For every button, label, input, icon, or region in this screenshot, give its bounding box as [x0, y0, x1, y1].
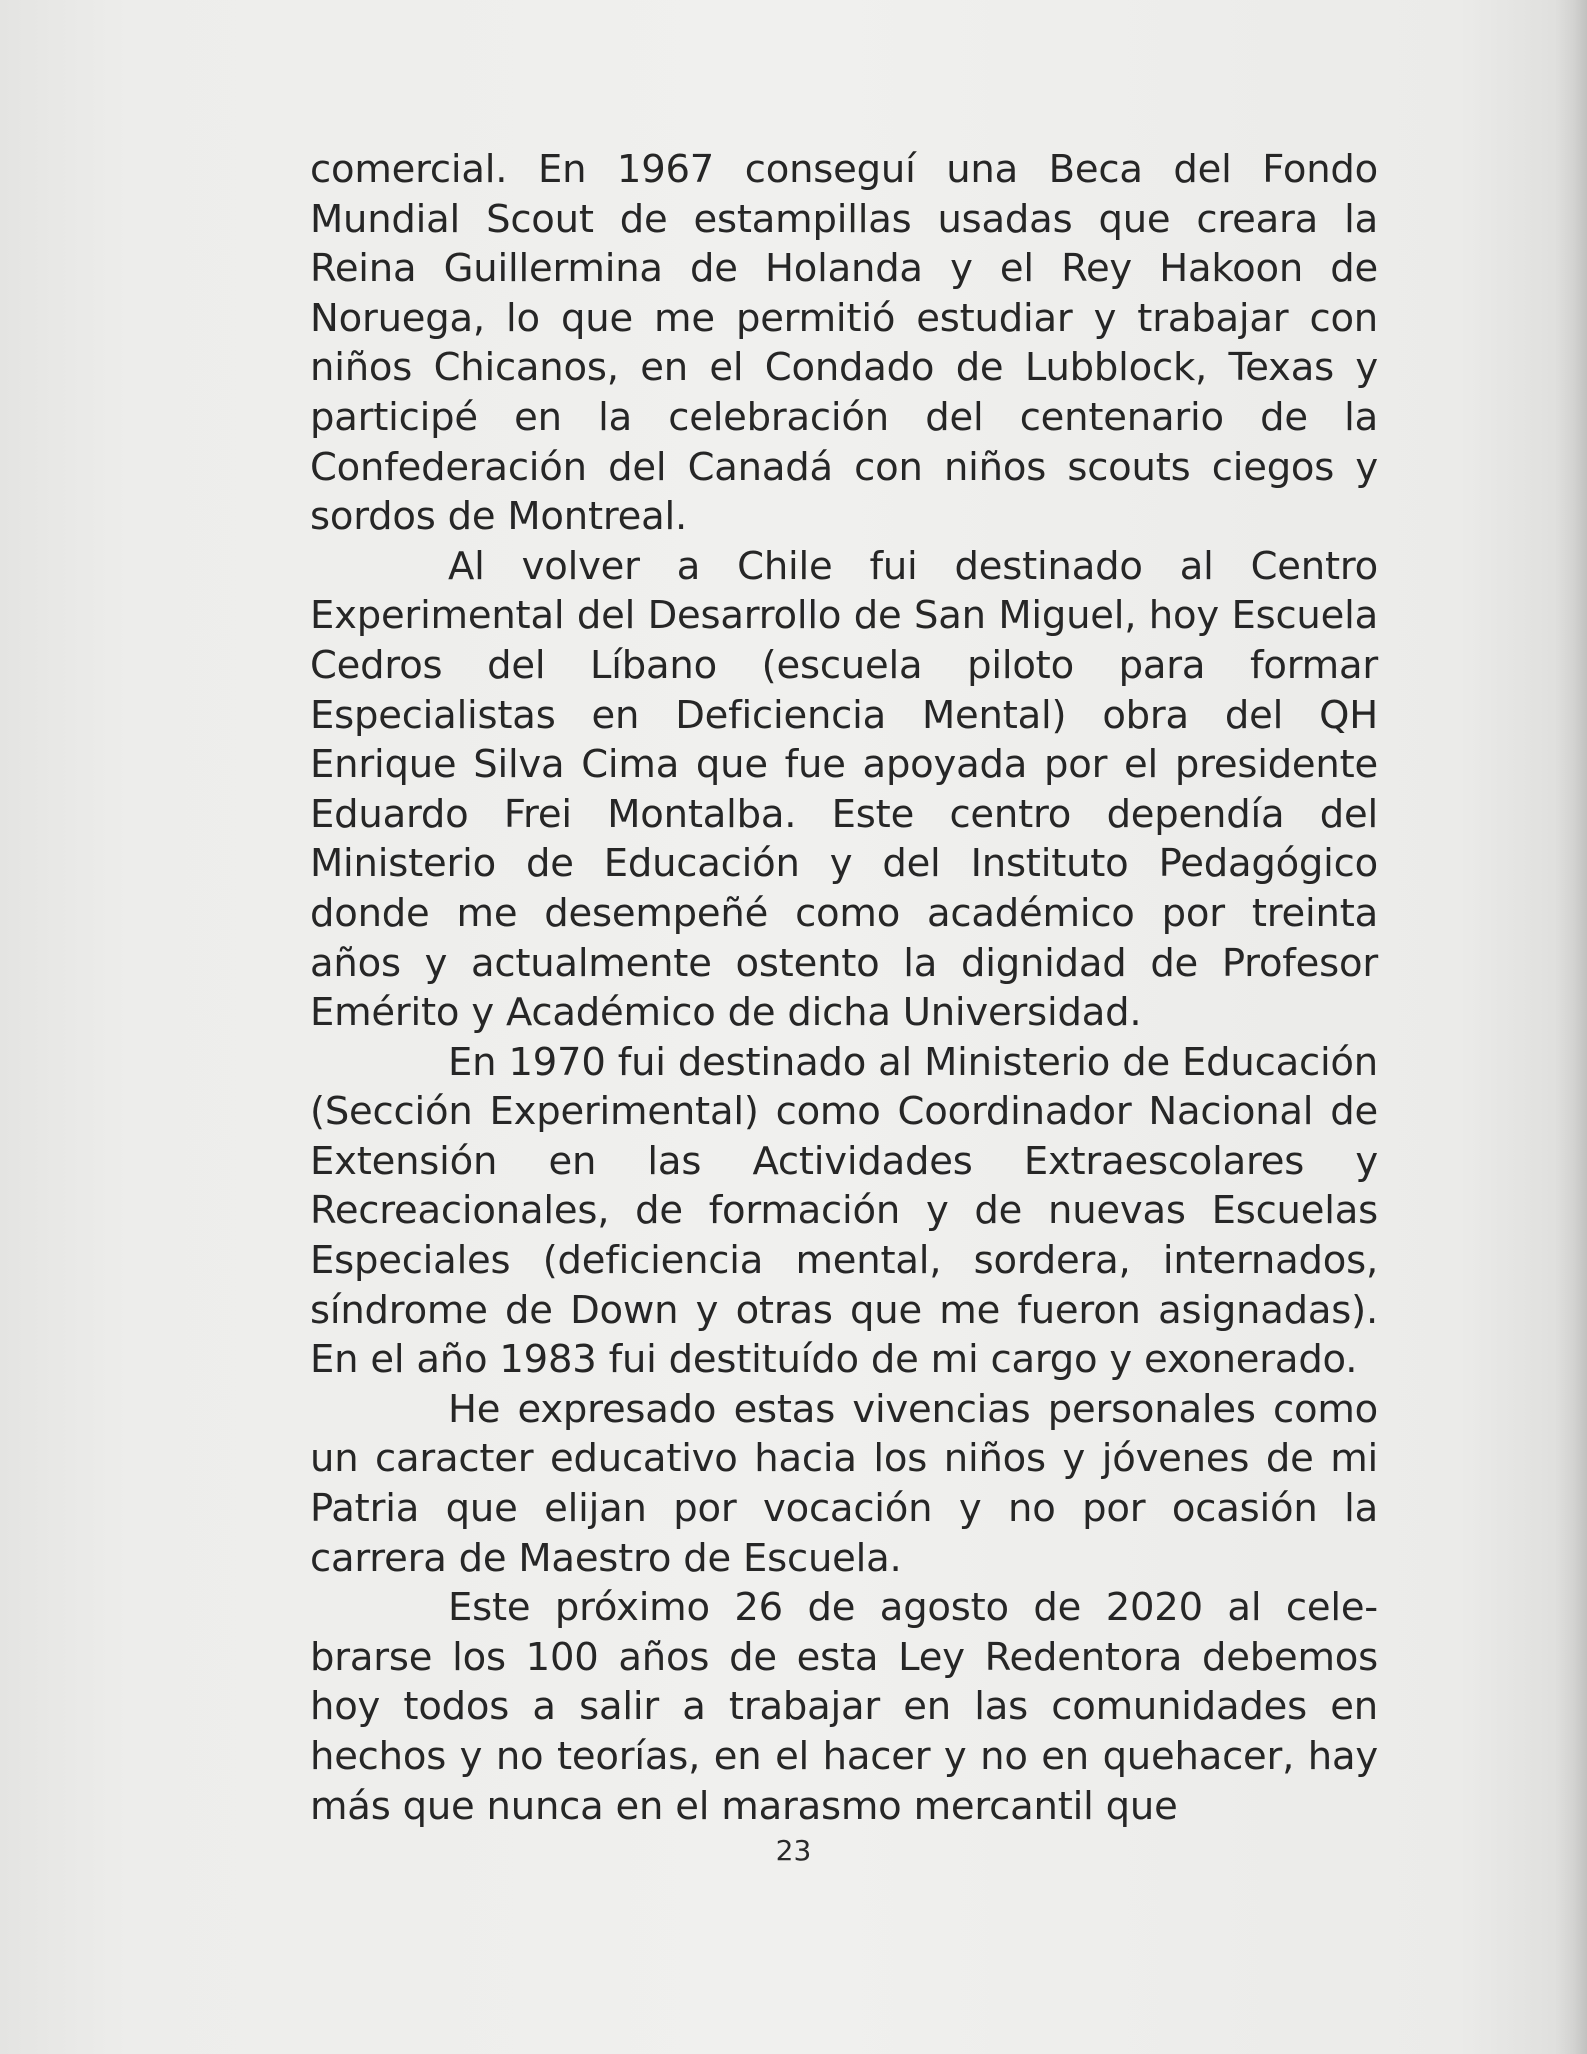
body-text: [310, 145, 1378, 1831]
page-edge-shadow: [1555, 0, 1587, 2054]
paragraph-3: En 1970 fui destinado al Ministerio de Educación (Sección Experimental) como Coordinador Nacional de Extensión en las Actividades Extraescolares y Recreacionales, de formación y de nuevas Escuelas Especiales (deficiencia mental, sordera, internados, síndrome de Down y otras que me fueron asignadas). En el año 1983 fui destituído de mi cargo y exonerado.: [310, 1039, 1378, 1383]
paragraph-5: Este próximo 26 de agosto de 2020 al cele-brarse los 100 años de esta Ley Redentora debemos hoy todos a salir a trabajar en las comunidades en hechos y no teorías, en el hacer y no en quehacer, hay más que nunca en el marasmo mercantil que: [310, 1585, 1378, 1829]
page-number: 23: [775, 1834, 812, 1867]
paragraph-4: He expresado estas vivencias personales como un caracter educativo hacia los niños y jóvenes de mi Patria que elijan por vocación y no por ocasión la carrera de Maestro de Escuela.: [310, 1386, 1378, 1581]
paragraph-2: Al volver a Chile fui destinado al Centro Experimental del Desarrollo de San Miguel, hoy Escuela Cedros del Líbano (escuela piloto para formar Especialistas en Deficiencia Mental) obra del QH Enrique Silva Cima que fue apoyada por el presidente Eduardo Frei Montalba. Este centro dependía del Ministerio de Educación y del Instituto Pedagógico donde me desempeñé como académico por treinta años y actualmente ostento la dignidad de Profesor Emérito y Académico de dicha Universidad.: [310, 543, 1378, 1036]
paragraph-1: comercial. En 1967 conseguí una Beca del Fondo Mundial Scout de estampillas usadas que creara la Reina Guillermina de Holanda y el Rey Hakoon de Noruega, lo que me permitió estudiar y trabajar con niños Chicanos, en el Condado de Lubblock, Texas y participé en la celebración del centenario de la Confederación del Canadá con niños scouts ciegos y sordos de Montreal.: [310, 147, 1378, 540]
